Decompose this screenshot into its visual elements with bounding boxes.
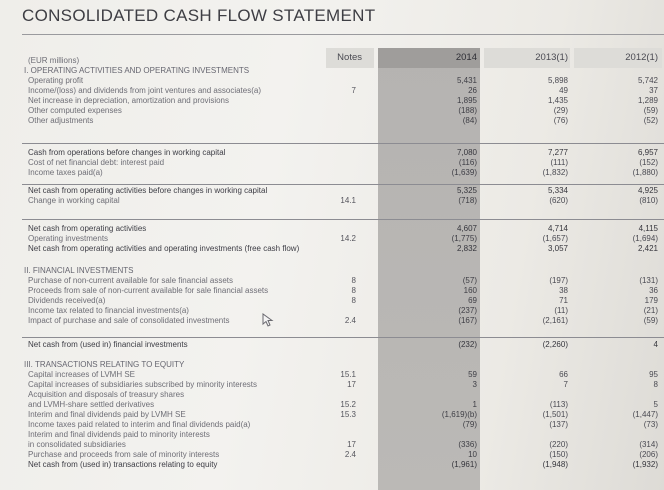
value-2012: (810) (639, 196, 658, 205)
value-2013: 49 (559, 86, 568, 95)
row-label: Income taxes paid(a) (28, 168, 103, 177)
row-label: in consolidated subsidiaries (28, 440, 126, 449)
row-note: 8 (351, 296, 356, 305)
row-label: Operating investments (28, 234, 109, 243)
row-label: III. TRANSACTIONS RELATING TO EQUITY (24, 360, 185, 369)
row-label: Interim and final dividends paid to minority interests (28, 430, 210, 439)
row-label: Income taxes paid related to interim and final dividends paid(a) (28, 420, 251, 429)
value-2012: 95 (649, 370, 658, 379)
row-note: 14.2 (340, 234, 356, 243)
row-note: 17 (347, 380, 356, 389)
table-row (22, 244, 664, 254)
value-2013: (111) (550, 158, 568, 167)
table-row (22, 106, 664, 116)
row-label: Net cash from (used in) financial investments (28, 340, 188, 349)
notes-column-header: Notes (337, 52, 362, 63)
value-2013: (1,832) (542, 168, 568, 177)
value-2013: 4,714 (547, 224, 568, 233)
value-2014: 10 (468, 450, 477, 459)
table-row (22, 420, 664, 430)
value-2013: (113) (549, 400, 568, 409)
row-label: Capital increases of subsidiaries subscribed by minority interests (28, 380, 257, 389)
value-2013: 7,277 (547, 148, 568, 157)
row-label: Change in working capital (28, 196, 120, 205)
row-note: 7 (351, 86, 356, 95)
row-note: 15.3 (340, 410, 356, 419)
value-2014: (57) (462, 276, 477, 285)
row-label: Net cash from operating activities before changes in working capital (28, 186, 268, 195)
mouse-cursor-icon (262, 313, 274, 327)
table-row (22, 234, 664, 244)
row-label: (EUR millions) (28, 56, 80, 65)
row-label: Other adjustments (28, 116, 94, 125)
row-note: 15.2 (340, 400, 356, 409)
value-2012: 4 (653, 340, 658, 349)
value-2012: (206) (639, 450, 658, 459)
table-row (22, 56, 664, 66)
value-2014: 2,832 (456, 244, 477, 253)
value-2012: 5,742 (637, 76, 658, 85)
value-2014: (237) (458, 306, 477, 315)
value-2014: 3 (472, 380, 477, 389)
row-label: Income tax related to financial investments(a) (28, 306, 189, 315)
value-2012: (1,932) (632, 460, 658, 469)
value-2013: 1,435 (547, 96, 568, 105)
value-2013: 7 (563, 380, 568, 389)
value-2012: 37 (649, 86, 658, 95)
value-2014: 4,607 (456, 224, 477, 233)
value-2012: (1,447) (632, 410, 658, 419)
value-2013: 5,334 (547, 186, 568, 195)
value-2013: (197) (549, 276, 568, 285)
row-label: Operating profit (28, 76, 84, 85)
row-label: Acquisition and disposals of treasury shares (28, 390, 185, 399)
value-2012: 4,115 (638, 224, 658, 233)
table-row (22, 66, 664, 76)
row-note: 17 (347, 440, 356, 449)
row-note: 14.1 (340, 196, 356, 205)
year-2012-header: 2012(1) (625, 52, 658, 63)
value-2013: (137) (549, 420, 568, 429)
row-label: Dividends received(a) (28, 296, 106, 305)
table-row (22, 224, 664, 234)
table-row (22, 460, 664, 470)
table-row (22, 76, 664, 86)
value-2012: (1,880) (632, 168, 658, 177)
row-label: Capital increases of LVMH SE (28, 370, 136, 379)
value-2013: (620) (549, 196, 568, 205)
value-2014: (79) (462, 420, 477, 429)
value-2014: (167) (458, 316, 477, 325)
value-2014: (1,775) (451, 234, 477, 243)
value-2012: (314) (639, 440, 658, 449)
row-label: Net cash from operating activities and operating investments (free cash flow) (28, 244, 300, 253)
value-2013: (2,260) (542, 340, 568, 349)
row-label: Income/(loss) and dividends from joint ventures and associates(a) (28, 86, 261, 95)
value-2012: 8 (653, 380, 658, 389)
value-2014: (1,639) (451, 168, 477, 177)
value-2013: (11) (554, 306, 568, 315)
row-note: 8 (351, 286, 356, 295)
value-2013: (1,657) (542, 234, 568, 243)
value-2013: 66 (559, 370, 568, 379)
row-label: Other computed expenses (28, 106, 122, 115)
value-2012: 5 (653, 400, 658, 409)
row-note: 2.4 (344, 316, 356, 325)
table-row (22, 266, 664, 276)
table-row (22, 158, 664, 168)
value-2012: (21) (643, 306, 658, 315)
value-2014: (336) (458, 440, 477, 449)
value-2012: (1,694) (632, 234, 658, 243)
table-row (22, 96, 664, 106)
value-2014: 5,325 (456, 186, 477, 195)
value-2013: (29) (553, 106, 568, 115)
row-label: Proceeds from sale of non-current available for sale financial assets (28, 286, 269, 295)
table-row (22, 390, 664, 400)
value-2012: (52) (643, 116, 658, 125)
value-2013: 71 (559, 296, 568, 305)
section-separator (22, 219, 664, 220)
value-2012: 2,421 (637, 244, 658, 253)
table-row (22, 400, 664, 410)
value-2013: 38 (559, 286, 568, 295)
section-separator (22, 337, 664, 338)
value-2013: (1,501) (542, 410, 568, 419)
value-2013: (1,948) (542, 460, 568, 469)
value-2014: 5,431 (456, 76, 477, 85)
row-label: Cash from operations before changes in working capital (28, 148, 226, 157)
value-2014: (188) (458, 106, 477, 115)
value-2013: (76) (553, 116, 568, 125)
year-2014-header: 2014 (455, 52, 477, 63)
title-rule (22, 34, 664, 35)
value-2012: 36 (649, 286, 658, 295)
value-2013: (2,161) (542, 316, 568, 325)
value-2012: (59) (643, 106, 658, 115)
value-2012: 4,925 (637, 186, 658, 195)
value-2014: 160 (463, 286, 477, 295)
table-row (22, 148, 664, 158)
value-2012: (131) (639, 276, 658, 285)
row-label: Impact of purchase and sale of consolidated investments (28, 316, 230, 325)
table-row (22, 410, 664, 420)
table-row (22, 316, 664, 326)
value-2014: (1,961) (451, 460, 477, 469)
table-row (22, 116, 664, 126)
value-2014: 1,895 (456, 96, 477, 105)
table-row (22, 340, 664, 350)
year-2013-header: 2013(1) (535, 52, 568, 63)
value-2014: 59 (468, 370, 477, 379)
table-row (22, 196, 664, 206)
table-row (22, 440, 664, 450)
row-note: 8 (351, 276, 356, 285)
table-row (22, 306, 664, 316)
table-row (22, 296, 664, 306)
table-row (22, 450, 664, 460)
value-2012: 179 (644, 296, 658, 305)
row-label: and LVMH-share settled derivatives (28, 400, 155, 409)
section-separator (22, 143, 664, 144)
row-label: Purchase and proceeds from sale of minority interests (28, 450, 220, 459)
row-label: Net cash from (used in) transactions relating to equity (28, 460, 218, 469)
table-row (22, 168, 664, 178)
value-2014: (232) (458, 340, 477, 349)
row-label: Purchase of non-current available for sale financial assets (28, 276, 233, 285)
section-separator (22, 184, 664, 185)
value-2012: 6,957 (637, 148, 658, 157)
value-2014: 1 (472, 400, 477, 409)
value-2014: (1,619)(b) (441, 410, 477, 419)
value-2014: 69 (468, 296, 477, 305)
value-2013: 3,057 (547, 244, 568, 253)
row-label: Net cash from operating activities (28, 224, 147, 233)
row-label: I. OPERATING ACTIVITIES AND OPERATING INVESTMENTS (24, 66, 250, 75)
value-2014: (116) (458, 158, 477, 167)
row-label: Interim and final dividends paid by LVMH SE (28, 410, 186, 419)
table-row (22, 380, 664, 390)
table-row (22, 186, 664, 196)
value-2012: (73) (643, 420, 658, 429)
value-2014: 26 (468, 86, 477, 95)
table-row (22, 86, 664, 96)
table-row (22, 286, 664, 296)
table-row (22, 276, 664, 286)
row-note: 2.4 (344, 450, 356, 459)
table-row (22, 430, 664, 440)
value-2013: 5,898 (547, 76, 568, 85)
value-2014: 7,080 (456, 148, 477, 157)
value-2014: (84) (462, 116, 477, 125)
value-2014: (718) (458, 196, 477, 205)
value-2013: (150) (549, 450, 568, 459)
row-label: Cost of net financial debt: interest paid (28, 158, 165, 167)
value-2012: 1,289 (637, 96, 658, 105)
page-title: CONSOLIDATED CASH FLOW STATEMENT (22, 6, 376, 25)
row-note: 15.1 (340, 370, 356, 379)
value-2012: (59) (643, 316, 658, 325)
row-label: Net increase in depreciation, amortization and provisions (28, 96, 229, 105)
value-2012: (152) (639, 158, 658, 167)
table-row (22, 360, 664, 370)
value-2013: (220) (549, 440, 568, 449)
row-label: II. FINANCIAL INVESTMENTS (24, 266, 134, 275)
table-row (22, 370, 664, 380)
